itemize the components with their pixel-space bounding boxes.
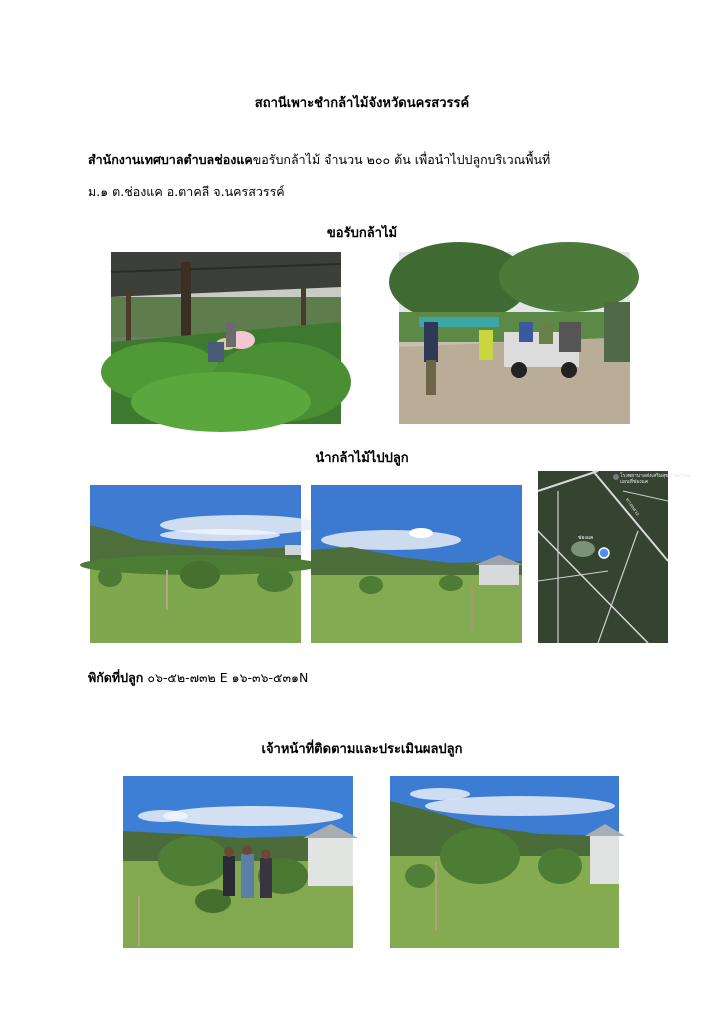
photo-nursery-seedlings (111, 252, 341, 424)
page-title: สถานีเพาะชำกล้าไม้จังหวัดนครสวรรค์ (254, 96, 470, 111)
section-heading-monitor: เจ้าหน้าที่ติดตามและประเมินผลปลูก (261, 742, 463, 757)
coordinates-line (88, 668, 308, 688)
request-line-2: ม.๑ ต.ช่องแค อ.ตาคลี จ.นครสวรรค์ (88, 184, 285, 199)
request-text: ขอรับกล้าไม้ จำนวน ๒๐๐ ต้น เพื่อนำไปปลูกบริเวณพื้นที่ (252, 152, 551, 167)
section-heading-receive: ขอรับกล้าไม้ (326, 226, 398, 241)
section-heading-plant: นำกล้าไม้ไปปลูก (315, 451, 409, 466)
map-marker-label: ช่องแค (578, 535, 594, 541)
coordinates-label: พิกัดที่ปลูก (88, 670, 144, 685)
map-road-label: ทางหลวง (623, 497, 641, 517)
map-location (538, 471, 691, 643)
photo-loading-truck (399, 252, 630, 424)
photo-monitored-field (390, 776, 619, 948)
map-poi-label: โรงพยาบาลส่งเสริมสุขภาพตำบล แผนที่ช่องแค (620, 473, 691, 485)
coordinates-value: ๐๖-๕๒-๗๓๒ E ๑๖-๓๖-๕๓๑N (143, 670, 309, 685)
request-line-1 (88, 150, 550, 170)
photo-planted-field-2 (311, 485, 522, 643)
photo-officers-field (123, 776, 353, 948)
photo-planted-field-1 (90, 485, 301, 643)
organization-name: สำนักงานเทศบาลตำบลช่องแค (88, 152, 253, 167)
